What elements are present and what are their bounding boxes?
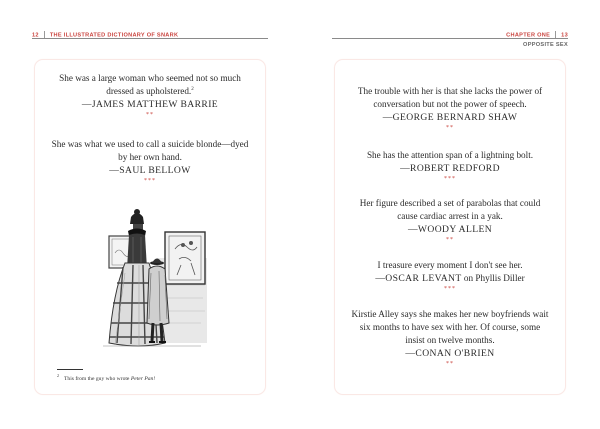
quote-obrien xyxy=(335,308,565,368)
quote-text: She has the attention span of a lightning bolt. xyxy=(366,150,534,160)
footnote-number: 2 xyxy=(57,373,59,378)
ornament: *** xyxy=(144,178,156,184)
page-number: 12 xyxy=(32,32,39,39)
ornament: ** xyxy=(446,237,454,243)
quote-text: The trouble with her is that she lacks the power of conversation but not the power of speech. xyxy=(357,86,543,109)
quote-shaw xyxy=(335,85,565,132)
quote-box-left xyxy=(34,59,266,395)
ornament: *** xyxy=(444,286,456,292)
quote-allen xyxy=(335,197,565,244)
section-subhead: OPPOSITE SEX xyxy=(523,42,568,48)
quote-text: Kirstie Alley says she makes her new boyfriends wait six months to have sex with her. Of course, some insist on twelve months. xyxy=(351,309,549,345)
quote-text: I treasure every moment I don't see her. xyxy=(377,260,523,270)
page-number: 13 xyxy=(561,32,568,39)
footnote-text: This from the guy who wrote xyxy=(64,375,131,382)
ornament: ** xyxy=(446,361,454,367)
ornament: ** xyxy=(446,125,454,131)
chapter-title: CHAPTER ONE xyxy=(506,32,551,39)
quote-author: —OSCAR LEVANT on Phyllis Diller xyxy=(375,273,525,284)
quote-text: Her figure described a set of parabolas that could cause cardiac arrest in a yak. xyxy=(359,198,541,221)
quote-author: —ROBERT REDFORD xyxy=(400,163,500,174)
book-title: THE ILLUSTRATED DICTIONARY OF SNARK xyxy=(49,32,179,39)
footnote-rule xyxy=(57,369,83,370)
quote-levant xyxy=(335,259,565,293)
quote-bellow xyxy=(35,138,265,185)
header-rule xyxy=(32,38,268,39)
quote-author: —JAMES MATTHEW BARRIE xyxy=(81,99,219,110)
quote-text: She was a large woman who seemed not so much dressed as upholstered.$^2$ xyxy=(59,73,241,96)
victorian-engraving-illustration xyxy=(95,203,207,353)
quote-author: —WOODY ALLEN xyxy=(407,224,493,235)
header-rule xyxy=(332,38,568,39)
quote-redford xyxy=(335,149,565,183)
quote-author: —GEORGE BERNARD SHAW xyxy=(382,112,518,123)
quote-text: She was what we used to call a suicide blonde—dyed by her own hand. xyxy=(51,139,249,162)
quote-box-right xyxy=(334,59,566,395)
quote-barrie xyxy=(35,72,265,119)
ornament: ** xyxy=(146,112,154,118)
footnote-ref[interactable]: 2 xyxy=(191,86,194,92)
ornament: *** xyxy=(444,176,456,182)
footnote xyxy=(57,373,155,382)
quote-author: —SAUL BELLOW xyxy=(109,165,191,176)
right-page xyxy=(300,0,600,429)
footnote-title: Peter Pan! xyxy=(130,375,156,382)
quote-author: —CONAN O'BRIEN xyxy=(405,348,495,359)
